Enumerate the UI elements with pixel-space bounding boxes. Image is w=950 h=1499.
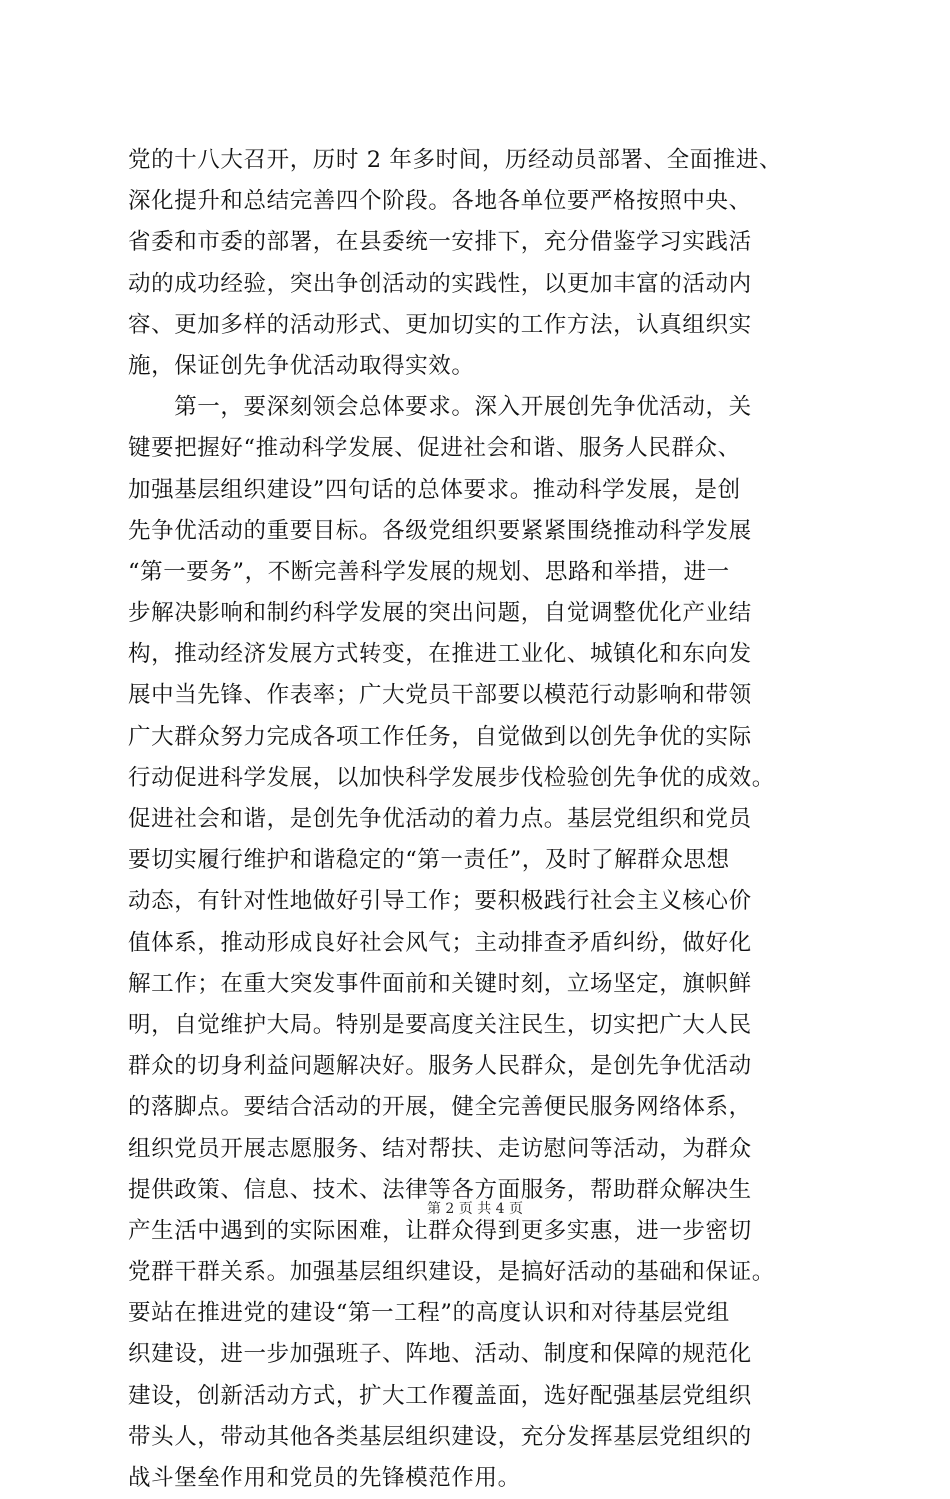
text-line: 战斗堡垒作用和党员的先锋模范作用。 <box>128 1465 521 1491</box>
text-line: 提供政策、信息、技术、法律等各方面服务，帮助群众解决生 <box>128 1176 752 1203</box>
text-line: 动态，有针对性地做好引导工作；要积极践行社会主义核心价 <box>128 888 752 915</box>
text-line: 党群干群关系。加强基层组织建设，是搞好活动的基础和保证。 <box>128 1259 775 1286</box>
text-line: 动的成功经验，突出争创活动的实践性，以更加丰富的活动内 <box>128 270 752 297</box>
text-line: 施，保证创先争优活动取得实效。 <box>128 352 475 379</box>
text-line: 行动促进科学发展，以加快科学发展步伐检验创先争优的成效。 <box>128 764 775 791</box>
text-line: 党的十八大召开，历时 2 年多时间，历经动员部署、全面推进、 <box>128 147 783 173</box>
text-line: 广大群众努力完成各项工作任务，自觉做到以创先争优的实际 <box>128 723 752 750</box>
text-line: 加强基层组织建设”四句话的总体要求。推动科学发展，是创 <box>128 476 741 503</box>
text-line: 展中当先锋、作表率；广大党员干部要以模范行动影响和带领 <box>128 682 752 709</box>
text-line: 促进社会和谐，是创先争优活动的着力点。基层党组织和党员 <box>128 806 752 832</box>
text-line: 要切实履行维护和谐稳定的“第一责任”，及时了解群众思想 <box>128 847 730 874</box>
text-line: 第一，要深刻领会总体要求。深入开展创先争优活动，关 <box>128 394 752 421</box>
text-line: 先争优活动的重要目标。各级党组织要紧紧围绕推动科学发展 <box>128 517 752 544</box>
text-line: 值体系，推动形成良好社会风气；主动排查矛盾纠纷，做好化 <box>128 929 752 956</box>
text-line: 要站在推进党的建设“第一工程”的高度认识和对待基层党组 <box>128 1300 730 1327</box>
text-line: 步解决影响和制约科学发展的突出问题，自觉调整优化产业结 <box>128 600 752 627</box>
text-line: 产生活中遇到的实际困难，让群众得到更多实惠，进一步密切 <box>128 1217 752 1244</box>
text-line: 组织党员开展志愿服务、结对帮扶、走访慰问等活动，为群众 <box>128 1135 752 1162</box>
text-line: 明，自觉维护大局。特别是要高度关注民生，切实把广大人民 <box>128 1011 752 1038</box>
page-footer: 第 2 页 共 4 页 <box>426 1201 524 1217</box>
text-line: 解工作；在重大突发事件面前和关键时刻，立场坚定，旗帜鲜 <box>128 970 752 997</box>
document-body <box>128 140 828 1499</box>
text-line: 织建设，进一步加强班子、阵地、活动、制度和保障的规范化 <box>128 1341 752 1368</box>
text-line: 群众的切身利益问题解决好。服务人民群众，是创先争优活动 <box>128 1053 752 1080</box>
text-line: “第一要务”，不断完善科学发展的规划、思路和举措，进一 <box>128 558 730 585</box>
text-line: 建设，创新活动方式，扩大工作覆盖面，选好配强基层党组织 <box>128 1382 752 1409</box>
text-line: 带头人，带动其他各类基层组织建设，充分发挥基层党组织的 <box>128 1423 752 1450</box>
text-line: 的落脚点。要结合活动的开展，健全完善便民服务网络体系， <box>128 1094 752 1121</box>
text-line: 构，推动经济发展方式转变，在推进工业化、城镇化和东向发 <box>128 641 752 668</box>
text-line: 省委和市委的部署，在县委统一安排下，充分借鉴学习实践活 <box>128 229 752 256</box>
text-line: 容、更加多样的活动形式、更加切实的工作方法，认真组织实 <box>128 311 752 338</box>
text-line: 键要把握好“推动科学发展、促进社会和谐、服务人民群众、 <box>128 435 741 462</box>
text-line: 深化提升和总结完善四个阶段。各地各单位要严格按照中央、 <box>128 188 752 215</box>
